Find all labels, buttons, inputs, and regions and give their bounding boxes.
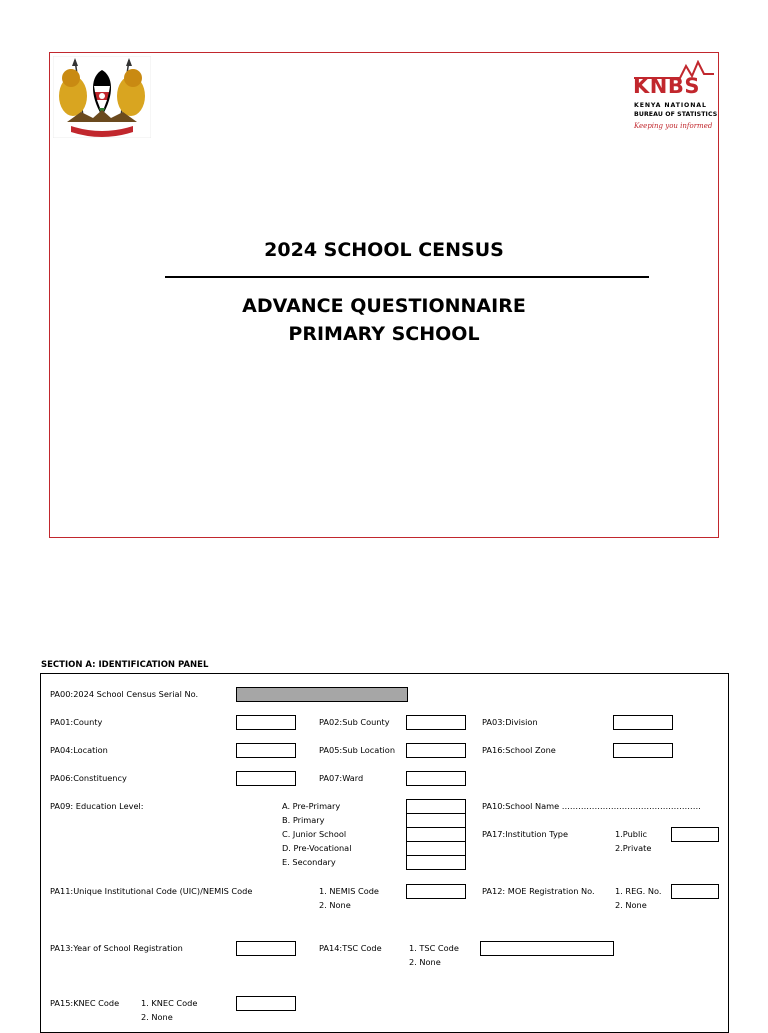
pa12-reg-no-field[interactable] bbox=[671, 884, 719, 899]
pa09-primary-box[interactable] bbox=[406, 813, 466, 828]
pa04-location-field[interactable] bbox=[236, 743, 296, 758]
title-divider bbox=[165, 276, 649, 278]
kenya-coat-of-arms-icon bbox=[53, 56, 151, 138]
pa11-option: 2. None bbox=[319, 900, 351, 910]
pa10-school-name[interactable]: PA10:School Name …………………………………………… bbox=[482, 801, 701, 811]
knbs-line-2: BUREAU OF STATISTICS bbox=[634, 111, 718, 118]
section-a-heading: SECTION A: IDENTIFICATION PANEL bbox=[41, 660, 209, 670]
pa00-serial-field[interactable] bbox=[236, 687, 408, 702]
pa09-option: A. Pre-Primary bbox=[282, 801, 341, 811]
knbs-wordmark: KNBS bbox=[633, 74, 700, 98]
pa11-option: 1. NEMIS Code bbox=[319, 886, 379, 896]
pa16-label: PA16:School Zone bbox=[482, 745, 556, 755]
pa12-option: 2. None bbox=[615, 900, 647, 910]
pa01-county-field[interactable] bbox=[236, 715, 296, 730]
pa09-option: E. Secondary bbox=[282, 857, 336, 867]
pa17-label: PA17:Institution Type bbox=[482, 829, 569, 839]
pa09-option: C. Junior School bbox=[282, 829, 347, 839]
pa07-ward-field[interactable] bbox=[406, 771, 466, 786]
pa14-option: 1. TSC Code bbox=[409, 943, 459, 953]
pa14-option: 2. None bbox=[409, 957, 441, 967]
pa14-tsc-code-field[interactable] bbox=[480, 941, 614, 956]
pa13-label: PA13:Year of School Registration bbox=[50, 943, 183, 953]
questionnaire-title: ADVANCE QUESTIONNAIRE bbox=[242, 295, 526, 317]
pa04-label: PA04:Location bbox=[50, 745, 108, 755]
knbs-logo bbox=[630, 60, 718, 140]
pa03-division-field[interactable] bbox=[613, 715, 673, 730]
pa11-nemis-code-field[interactable] bbox=[406, 884, 466, 899]
pa06-label: PA06:Constituency bbox=[50, 773, 127, 783]
pa09-option: B. Primary bbox=[282, 815, 325, 825]
pa11-label: PA11:Unique Institutional Code (UIC)/NEMIS Code bbox=[50, 886, 253, 896]
pa06-constituency-field[interactable] bbox=[236, 771, 296, 786]
pa14-label: PA14:TSC Code bbox=[319, 943, 382, 953]
pa09-option: D. Pre-Vocational bbox=[282, 843, 352, 853]
pa15-knec-code-field[interactable] bbox=[236, 996, 296, 1011]
pa09-pre-primary-box[interactable] bbox=[406, 799, 466, 814]
school-type-title: PRIMARY SCHOOL bbox=[288, 323, 480, 345]
pa15-label: PA15:KNEC Code bbox=[50, 998, 120, 1008]
pa07-label: PA07:Ward bbox=[319, 773, 364, 783]
pa12-option: 1. REG. No. bbox=[615, 886, 662, 896]
pa01-label: PA01:County bbox=[50, 717, 103, 727]
pa03-label: PA03:Division bbox=[482, 717, 538, 727]
pa09-secondary-box[interactable] bbox=[406, 855, 466, 870]
pa09-pre-vocational-box[interactable] bbox=[406, 841, 466, 856]
pa00-label: PA00:2024 School Census Serial No. bbox=[50, 689, 199, 699]
pa02-subcounty-field[interactable] bbox=[406, 715, 466, 730]
pa09-label: PA09: Education Level: bbox=[50, 801, 144, 811]
pa13-year-field[interactable] bbox=[236, 941, 296, 956]
pa15-option: 2. None bbox=[141, 1012, 173, 1022]
pa09-junior-school-box[interactable] bbox=[406, 827, 466, 842]
pa05-label: PA05:Sub Location bbox=[319, 745, 396, 755]
pa16-zone-field[interactable] bbox=[613, 743, 673, 758]
pa17-option: 2.Private bbox=[615, 843, 652, 853]
pa17-institution-type-field[interactable] bbox=[671, 827, 719, 842]
knbs-line-1: KENYA NATIONAL bbox=[634, 102, 707, 109]
census-title: 2024 SCHOOL CENSUS bbox=[264, 239, 504, 261]
pa05-sublocation-field[interactable] bbox=[406, 743, 466, 758]
pa15-option: 1. KNEC Code bbox=[141, 998, 198, 1008]
pa02-label: PA02:Sub County bbox=[319, 717, 390, 727]
knbs-tagline: Keeping you informed bbox=[634, 122, 713, 130]
pa17-option: 1.Public bbox=[615, 829, 648, 839]
pa12-label: PA12: MOE Registration No. bbox=[482, 886, 595, 896]
